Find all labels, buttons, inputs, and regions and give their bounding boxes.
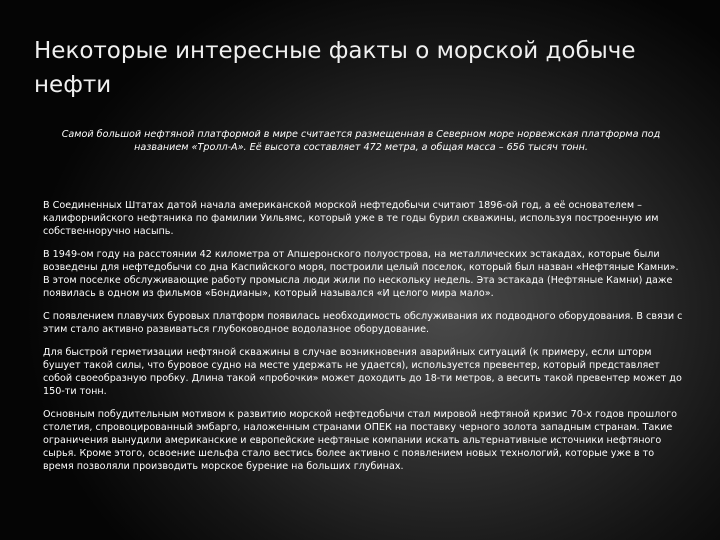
intro-paragraph: Самой большой нефтяной платформой в мире считается размещенная в Северном море норвежская платформа под названием «Тролл-А». Её высота составляет 472 метра, а общая масса – 656 тысяч тонн. xyxy=(61,129,661,153)
slide-title: Некоторые интересные факты о морской добыче нефти xyxy=(34,38,636,98)
paragraph-neftyanye-kamni: В 1949-ом году на расстоянии 42 километра от Апшеронского полуострова, на металлических эстакадах, которые были возведены для нефтедобычи со дна Каспийского моря, построили целый поселок, который был назван «Нефтяные Камни». В этом поселке обслуживающие работу промысла люди жили по нескольку недель. Эта эстакада (Нефтяные Камни) даже появилась в одном из фильмов «Бондианы», который назывался «И целого мира мало». xyxy=(43,249,679,299)
paragraph-preventer: Для быстрой герметизации нефтяной скважины в случае возникновения аварийных ситуаций (к примеру, если шторм бушует такой силы, что буровое судно на месте удержать не удается), используется превентер, который представляет собой своеобразную пробку. Длина такой «пробочки» может доходить до 18-ти метров, а весить такой превентер может до 150-ти тонн. xyxy=(43,347,682,397)
slide-body xyxy=(43,199,683,483)
paragraph-usa-history: В Соединенных Штатах датой начала американской морской нефтедобычи считают 1896-ой год, а её основателем – калифорнийского нефтяника по фамилии Уильямс, который уже в те годы бурил скважины, используя построенную им собственноручно насыпь. xyxy=(43,200,659,237)
paragraph-oil-crisis: Основным побудительным мотивом к развитию морской нефтедобычи стал мировой нефтяной кризис 70-х годов прошлого столетия, спровоцированный эмбарго, наложенным странами ОПЕК на поставку черного золота западным странам. Такие ограничения вынудили американские и европейские нефтяные компании искать альтернативные источники нефтяного сырья. Кроме этого, освоение шельфа стало вестись более активно с появлением новых технологий, которые уже в то время позволяли производить морское бурение на больших глубинах. xyxy=(43,409,678,472)
paragraph-floating-platforms: С появлением плавучих буровых платформ появилась необходимость обслуживания их подводного оборудования. В связи с этим стало активно развиваться глубоководное водолазное оборудование. xyxy=(43,311,683,335)
